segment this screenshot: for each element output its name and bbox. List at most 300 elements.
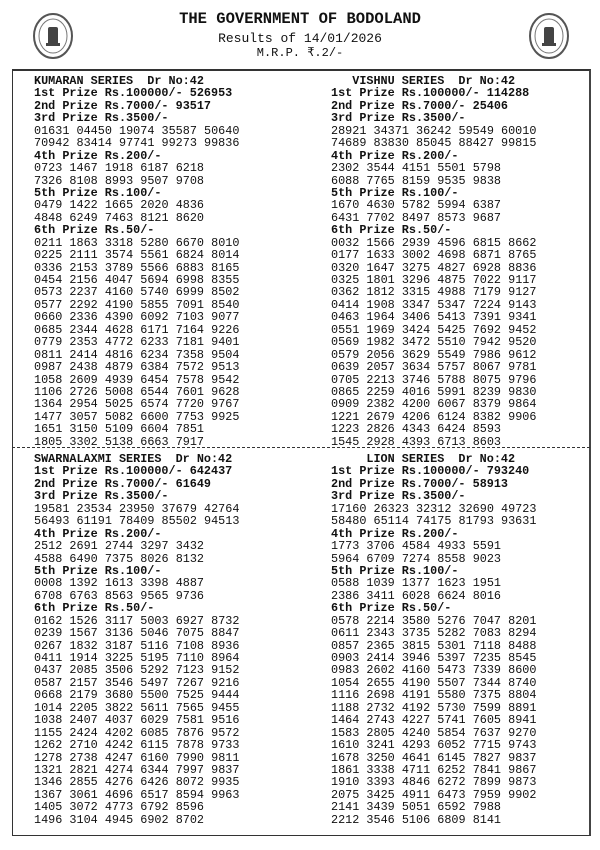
ticket-row [331, 199, 536, 211]
ticket-number: 0779 [34, 335, 63, 350]
ticket-number: 7110 [175, 651, 205, 665]
ticket-number: 9444 [211, 688, 240, 703]
ticket-number: 3439 [366, 800, 395, 815]
ticket-number: 3250 [366, 750, 395, 765]
ticket-number: 5964 [331, 551, 360, 566]
ticket-number: 2205 [69, 700, 98, 715]
ticket-number: 7876 [175, 725, 205, 740]
ticket-number: 4696 [104, 787, 134, 802]
ticket-number: 2698 [366, 688, 395, 703]
ticket-number: 5280 [140, 235, 169, 250]
ticket-number: 60010 [501, 123, 537, 138]
ticket-number: 7917 [175, 434, 205, 449]
ticket-number: 4293 [401, 738, 431, 753]
ticket-number: 2726 [69, 384, 98, 399]
ticket-number: 8765 [508, 248, 537, 263]
ticket-number: 4698 [437, 248, 466, 263]
ticket-number: 6713 [437, 434, 466, 449]
ticket-number: 5500 [140, 688, 169, 703]
ticket-number: 4191 [401, 688, 431, 703]
ticket-number: 0008 [34, 576, 63, 591]
ticket-row [34, 776, 239, 788]
ticket-number: 4274 [104, 762, 134, 777]
ticket-number: 0909 [331, 397, 360, 412]
ticket-number: 9925 [211, 409, 240, 424]
ticket-number: 6387 [472, 198, 502, 213]
ticket-number: 0032 [331, 235, 360, 250]
ticket-number: 3574 [104, 248, 134, 263]
ticket-number: 6763 [69, 588, 98, 603]
ticket-number: 1567 [69, 626, 98, 641]
ticket-number: 6145 [437, 750, 466, 765]
ticket-number: 9216 [211, 675, 240, 690]
fifth-prize-line [34, 565, 239, 577]
ticket-row [331, 764, 536, 776]
ticket-number: 7339 [472, 663, 502, 678]
ticket-number: 3506 [104, 663, 134, 678]
ticket-number: 1422 [69, 198, 98, 213]
ticket-number: 61191 [76, 514, 112, 529]
ticket-number: 7899 [472, 775, 502, 790]
ticket-number: 3318 [104, 235, 134, 250]
ticket-number: 59549 [458, 123, 494, 138]
ticket-number: 0705 [331, 372, 360, 387]
ticket-number: 3002 [401, 248, 431, 263]
ticket-number: 2512 [34, 539, 63, 554]
ticket-number: 85502 [161, 514, 197, 529]
ticket-number: 5580 [437, 688, 466, 703]
first-prize-number: 114288 [486, 86, 530, 101]
results-date: Results of 14/01/2026 [218, 31, 382, 46]
first-prize-label: 1st Prize Rs.100000/- [34, 86, 183, 101]
ticket-number: 7601 [175, 384, 205, 399]
ticket-number: 8379 [472, 397, 502, 412]
ticket-number: 7047 [472, 613, 502, 628]
ticket-number: 6029 [140, 713, 169, 728]
ticket-number: 7083 [472, 626, 502, 641]
ticket-number: 6624 [437, 588, 466, 603]
ticket-number: 8573 [437, 210, 466, 225]
ticket-number: 4711 [401, 762, 431, 777]
ticket-number: 2213 [366, 372, 395, 387]
ticket-row [331, 286, 536, 298]
ticket-row [34, 199, 239, 211]
ticket-number: 3296 [401, 273, 431, 287]
ticket-number: 3150 [69, 422, 98, 437]
ticket-number: 6517 [140, 787, 169, 802]
ticket-number: 0225 [34, 248, 63, 263]
ticket-number: 6454 [140, 372, 169, 387]
ticket-number: 1464 [331, 713, 360, 728]
ticket-number: 6670 [175, 235, 205, 250]
ticket-number: 7022 [472, 273, 502, 287]
ticket-number: 50640 [204, 123, 240, 138]
ticket-number: 3302 [69, 434, 98, 449]
ticket-number: 6067 [437, 397, 466, 412]
ticket-number: 58480 [331, 514, 367, 529]
ticket-number: 3815 [401, 638, 431, 653]
ticket-number: 3072 [69, 800, 98, 815]
ticket-number: 6052 [437, 738, 466, 753]
first-prize-number: 642437 [189, 464, 233, 479]
ticket-number: 7753 [175, 409, 205, 424]
ticket-row [34, 249, 239, 261]
ticket-number: 5051 [401, 800, 431, 815]
ticket-number: 1863 [69, 235, 98, 250]
ticket-number: 8936 [211, 638, 240, 653]
ticket-number: 3275 [401, 260, 431, 275]
ticket-number: 2744 [104, 539, 134, 554]
sixth-prize-label: 6th Prize Rs.50/- [331, 601, 452, 616]
ticket-row [331, 689, 536, 701]
series-title: KUMARAN SERIES Dr No:42 [34, 74, 204, 88]
ticket-number: 5425 [437, 322, 466, 337]
ticket-number: 4584 [401, 539, 431, 554]
ticket-number: 3297 [140, 539, 169, 554]
ticket-number: 4846 [401, 775, 431, 790]
ticket-number: 1364 [34, 397, 63, 412]
ticket-number: 7702 [366, 210, 395, 225]
ticket-number: 9401 [211, 335, 240, 350]
ticket-number: 1106 [34, 384, 63, 399]
ticket-number: 5106 [401, 812, 431, 827]
ticket-number: 1651 [34, 422, 63, 437]
ticket-row [331, 739, 536, 751]
ticket-number: 9811 [211, 750, 240, 765]
ticket-number: 3425 [366, 787, 395, 802]
ticket-number: 78409 [119, 514, 155, 529]
ticket-number: 9572 [211, 725, 240, 740]
ticket-number: 9452 [508, 322, 537, 337]
ticket-number: 4887 [175, 576, 205, 591]
ticket-number: 6792 [140, 800, 169, 815]
ticket-row [331, 801, 536, 813]
ticket-number: 2156 [69, 273, 98, 287]
ticket-row [331, 374, 536, 386]
ticket-number: 2609 [69, 372, 98, 387]
ticket-number: 8355 [211, 273, 240, 287]
ticket-number: 88427 [458, 136, 494, 151]
ticket-row [34, 627, 239, 639]
ticket-row [34, 727, 239, 739]
ticket-number: 4933 [437, 539, 466, 554]
sixth-prize-line [331, 224, 536, 236]
ticket-number: 9837 [508, 750, 537, 765]
ticket-row [34, 423, 239, 435]
ticket-number: 3187 [104, 638, 134, 653]
ticket-number: 2602 [366, 663, 395, 678]
ticket-row [34, 789, 239, 801]
ticket-number: 0362 [331, 285, 360, 300]
ticket-number: 6426 [140, 775, 169, 790]
ticket-number: 6709 [366, 551, 395, 566]
ticket-number: 1623 [437, 576, 466, 591]
ticket-number: 1583 [331, 725, 360, 740]
fifth-prize-label: 5th Prize Rs.100/- [331, 185, 459, 200]
ticket-number: 4206 [401, 409, 431, 424]
ticket-number: 2365 [366, 638, 395, 653]
ticket-row [331, 702, 536, 714]
ticket-number: 3061 [69, 787, 98, 802]
ticket-number: 6187 [140, 161, 169, 176]
ticket-number: 37679 [161, 501, 197, 516]
ticket-number: 2336 [69, 310, 98, 325]
ticket-number: 0320 [331, 260, 360, 275]
ticket-number: 0437 [34, 663, 63, 678]
ticket-number: 2954 [69, 397, 98, 412]
ticket-number: 3338 [366, 762, 395, 777]
ticket-row [331, 664, 536, 676]
ticket-number: 9935 [211, 775, 240, 790]
ticket-number: 1223 [331, 422, 360, 437]
ticket-number: 6424 [437, 422, 466, 437]
ticket-number: 3735 [401, 626, 431, 641]
ticket-number: 6092 [140, 310, 169, 325]
ticket-number: 9504 [211, 347, 240, 362]
series-title: VISHNU SERIES Dr No:42 [331, 74, 516, 88]
ticket-number: 1346 [34, 775, 63, 790]
ticket-number: 3347 [401, 297, 431, 312]
ticket-number: 9270 [508, 725, 537, 740]
ticket-number: 3680 [104, 688, 134, 703]
ticket-number: 5497 [140, 675, 169, 690]
ticket-row [34, 739, 239, 751]
ticket-number: 9535 [437, 173, 466, 188]
series-block-vishnu [331, 75, 536, 448]
ticket-row [34, 677, 239, 689]
ticket-row [331, 615, 536, 627]
ticket-number: 7358 [175, 347, 205, 362]
ticket-number: 36242 [416, 123, 452, 138]
ticket-number: 3432 [175, 539, 205, 554]
ticket-number: 7997 [175, 762, 205, 777]
ticket-number: 5138 [104, 434, 134, 449]
ticket-row [331, 411, 536, 423]
ticket-number: 4875 [437, 273, 466, 287]
sixth-prize-label: 6th Prize Rs.50/- [331, 223, 452, 238]
ticket-number: 7765 [366, 173, 395, 188]
fifth-prize-line [331, 187, 536, 199]
ticket-number: 1914 [69, 651, 98, 665]
ticket-row [331, 540, 536, 552]
ticket-number: 9796 [508, 372, 537, 387]
ticket-number: 2179 [69, 688, 98, 703]
ticket-number: 8662 [508, 235, 537, 250]
ticket-number: 9077 [211, 310, 240, 325]
ticket-number: 4190 [401, 675, 431, 690]
ticket-number: 7599 [472, 700, 502, 715]
government-emblem-right-icon [528, 12, 570, 60]
ticket-row [34, 349, 239, 361]
ticket-number: 0569 [331, 335, 360, 350]
ticket-number: 9127 [508, 285, 537, 300]
ticket-number: 04450 [76, 123, 112, 138]
ticket-row [331, 776, 536, 788]
ticket-number: 6663 [140, 434, 169, 449]
ticket-number: 9612 [508, 347, 537, 362]
second-prize-label: 2nd Prize Rs.7000/- [331, 98, 466, 113]
ticket-number: 4200 [401, 397, 431, 412]
ticket-number: 6085 [140, 725, 169, 740]
third-prize-label: 3rd Prize Rs.3500/- [34, 489, 169, 504]
ticket-number: 9023 [472, 551, 502, 566]
ticket-number: 7091 [175, 297, 205, 312]
ticket-number: 8594 [175, 787, 205, 802]
ticket-row [331, 336, 536, 348]
ticket-number: 2344 [69, 322, 98, 337]
ticket-row [34, 652, 239, 664]
ticket-number: 74175 [416, 514, 452, 529]
ticket-number: 8847 [211, 626, 240, 641]
ticket-row [331, 789, 536, 801]
ticket-number: 6600 [140, 409, 169, 424]
ticket-number: 7851 [175, 422, 205, 437]
ticket-number: 3241 [366, 738, 395, 753]
ticket-number: 0685 [34, 322, 63, 337]
series-title: LION SERIES Dr No:42 [331, 452, 516, 466]
ticket-number: 4641 [401, 750, 431, 765]
ticket-number: 2386 [331, 588, 360, 603]
ticket-number: 1613 [104, 576, 134, 591]
ticket-number: 42764 [204, 501, 240, 516]
ticket-number: 26323 [373, 501, 409, 516]
second-prize-number: 58913 [472, 476, 509, 491]
ticket-number: 0983 [331, 663, 360, 678]
ticket-number: 2424 [69, 725, 98, 740]
ticket-number: 6115 [140, 738, 169, 753]
ticket-number: 5501 [437, 161, 466, 176]
first-prize-number: 793240 [486, 464, 530, 479]
ticket-number: 3634 [401, 360, 431, 375]
ticket-number: 0579 [331, 347, 360, 362]
ticket-number: 4630 [366, 198, 395, 213]
ticket-number: 23534 [76, 501, 112, 516]
ticket-number: 1321 [34, 762, 63, 777]
ticket-number: 93631 [501, 514, 537, 529]
ticket-number: 2414 [69, 347, 98, 362]
ticket-number: 4242 [104, 738, 134, 753]
ticket-number: 74689 [331, 136, 367, 151]
fourth-prize-line [331, 150, 536, 162]
ticket-number: 9864 [508, 397, 537, 412]
ticket-number: 6249 [69, 210, 98, 225]
ticket-number: 23950 [119, 501, 155, 516]
ticket-number: 9838 [472, 173, 502, 188]
ticket-row [331, 423, 536, 435]
ticket-number: 8891 [508, 700, 537, 715]
ticket-number: 7326 [34, 173, 63, 188]
ticket-number: 6088 [331, 173, 360, 188]
ticket-number: 8294 [508, 626, 537, 641]
ticket-number: 3104 [69, 812, 98, 827]
ticket-number: 7990 [175, 750, 205, 765]
ticket-number: 9873 [508, 775, 537, 790]
ticket-row [331, 299, 536, 311]
ticket-number: 2738 [69, 750, 98, 765]
ticket-number: 2075 [331, 787, 360, 802]
ticket-row [34, 801, 239, 813]
ticket-number: 0668 [34, 688, 63, 703]
ticket-row [331, 677, 536, 689]
ticket-number: 3580 [401, 613, 431, 628]
second-prize-label: 2nd Prize Rs.7000/- [331, 476, 466, 491]
ticket-number: 19074 [119, 123, 155, 138]
ticket-number: 2805 [366, 725, 395, 740]
ticket-number: 9830 [508, 384, 537, 399]
ticket-number: 1670 [331, 198, 360, 213]
ticket-number: 6490 [69, 551, 98, 566]
ticket-row [331, 386, 536, 398]
ticket-number: 9507 [140, 173, 169, 188]
ticket-row [34, 286, 239, 298]
ticket-number: 7164 [175, 322, 205, 337]
ticket-number: 2928 [366, 434, 395, 449]
ticket-number: 6592 [437, 800, 466, 815]
fourth-prize-label: 4th Prize Rs.200/- [331, 526, 459, 541]
ticket-number: 94513 [204, 514, 240, 529]
ticket-number: 1262 [34, 738, 63, 753]
ticket-row [331, 752, 536, 764]
ticket-number: 6999 [175, 285, 205, 300]
ticket-number: 1964 [366, 310, 395, 325]
ticket-number: 1982 [366, 335, 395, 350]
ticket-number: 6344 [140, 762, 169, 777]
ticket-number: 8239 [472, 384, 502, 399]
ticket-number: 7525 [175, 688, 205, 703]
ticket-number: 6871 [472, 248, 502, 263]
ticket-number: 2679 [366, 409, 395, 424]
ticket-number: 1221 [331, 409, 360, 424]
ticket-number: 7179 [472, 285, 502, 300]
ticket-number: 4202 [104, 725, 134, 740]
ticket-number: 5276 [437, 613, 466, 628]
ticket-number: 4390 [104, 310, 134, 325]
page-title: THE GOVERNMENT OF BODOLAND [179, 10, 421, 28]
ticket-number: 9687 [472, 210, 502, 225]
ticket-number: 3315 [401, 285, 431, 300]
ticket-number: 7715 [472, 738, 502, 753]
ticket-number: 1647 [366, 260, 395, 275]
ticket-number: 2020 [140, 198, 169, 213]
ticket-row [34, 714, 239, 726]
ticket-number: 8596 [175, 800, 205, 815]
ticket-number: 4773 [104, 800, 134, 815]
ticket-number: 3424 [401, 322, 431, 337]
ticket-number: 8488 [508, 638, 537, 653]
ticket-number: 35587 [161, 123, 197, 138]
ticket-number: 4945 [104, 812, 134, 827]
ticket-number: 4037 [104, 713, 134, 728]
ticket-number: 9963 [211, 787, 240, 802]
ticket-number: 8121 [140, 210, 169, 225]
ticket-number: 2821 [69, 762, 98, 777]
ticket-number: 1910 [331, 775, 360, 790]
ticket-number: 0723 [34, 161, 63, 176]
ticket-number: 2057 [366, 360, 395, 375]
ticket-number: 6218 [175, 161, 205, 176]
ticket-number: 4047 [104, 273, 134, 287]
ticket-number: 1039 [366, 576, 395, 591]
ticket-number: 6809 [437, 812, 466, 827]
ticket-row [34, 162, 239, 174]
ticket-number: 7375 [104, 551, 134, 566]
ticket-number: 9542 [211, 372, 240, 387]
ticket-number: 2382 [366, 397, 395, 412]
ticket-number: 4240 [401, 725, 431, 740]
fourth-prize-label: 4th Prize Rs.200/- [34, 148, 162, 163]
ticket-number: 5195 [140, 651, 169, 665]
ticket-row [331, 262, 536, 274]
